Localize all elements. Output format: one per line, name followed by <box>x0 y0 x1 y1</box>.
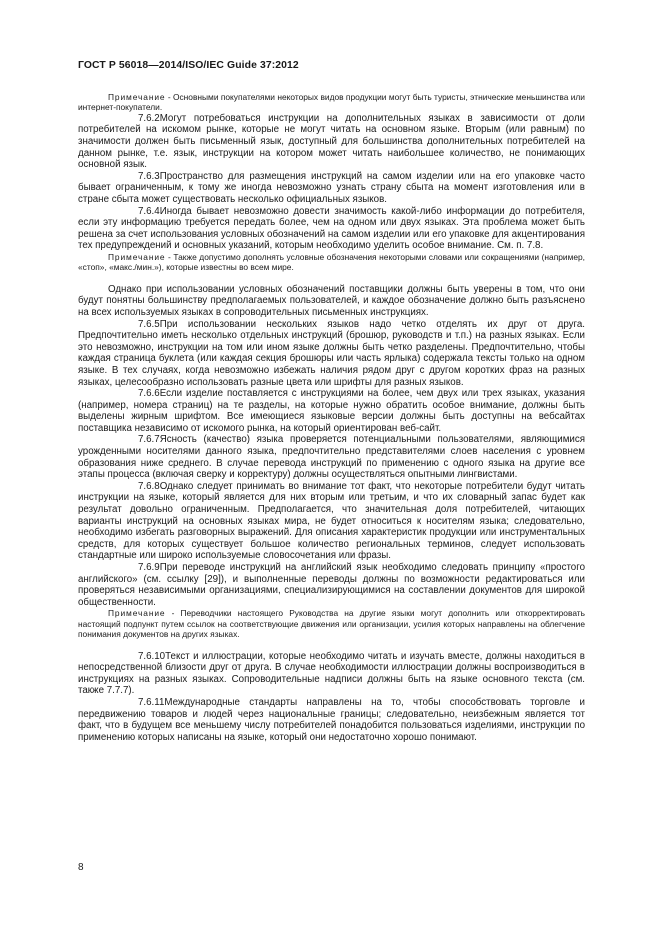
body-paragraph <box>78 434 585 480</box>
paragraph-text: Ясность (качество) языка проверяется потенциальными пользователями, являющимися урожденными носителями данного языка, предпочтительно представителями слоев населения с уровнем образования ниже среднего. В случае перевода инструкций по применению с одного языка на другие все этапы процесса (включая сверку и корректуру) должны осуществляться опытными лингвистами. <box>78 434 585 481</box>
paragraph-text: Однако при использовании условных обозначений поставщики должны быть уверены в том, что они будут понятны большинству предполагаемых пользователей, и каждое обозначение должно быть разъяснено на всех используемых языках в сопроводительных письменных инструкциях. <box>78 283 585 318</box>
body-paragraph <box>78 481 585 562</box>
body-paragraph <box>78 319 585 389</box>
note-paragraph <box>78 92 585 113</box>
clause-number: 7.6.4 <box>138 205 160 217</box>
body-paragraph <box>78 206 585 252</box>
note-label: Примечание <box>108 608 166 619</box>
document-header: ГОСТ Р 56018—2014/ISO/IEC Guide 37:2012 <box>78 60 299 71</box>
clause-number: 7.6.5 <box>138 318 160 330</box>
body-paragraph <box>78 651 585 697</box>
note-paragraph <box>78 252 585 273</box>
note-label: Примечание <box>108 92 166 102</box>
clause-number: 7.6.3 <box>138 170 160 182</box>
clause-number: 7.6.9 <box>138 562 160 573</box>
note-label: Примечание <box>108 251 166 262</box>
note-paragraph <box>78 608 585 639</box>
note-text: - Основными покупателями некоторых видов продукции могут быть туристы, этнические меньшинства или интернет-покупатели. <box>78 92 585 113</box>
body-paragraph <box>78 562 585 608</box>
paragraph-text: Однако следует принимать во внимание тот факт, что некоторые потребители будут читать инструкции на языке, который является для них вторым или третьим, и что их словарный запас будет как результат довольно ограниченным. Предполагается, что значительная доля потребителей, читающих варианты инструкций на основных языках мира, не будет относиться к носителям языка; следовательно, необходимо избегать разговорных выражений. Для описания характеристик продукции или инструментальных средств, для которых существует большое количество региональных терминов, следует использовать стандартные или широко используемые словосочетания или фразы. <box>78 480 585 562</box>
clause-number: 7.6.7 <box>138 434 160 446</box>
body-paragraph <box>78 697 585 743</box>
paragraph-gap <box>78 273 585 284</box>
clause-number: 7.6.8 <box>138 480 160 492</box>
note-text: - Также допустимо дополнять условные обозначения некоторыми словами или сокращениями (например, «стоп», «макс./мин.»), которые известны во всем мире. <box>78 251 585 273</box>
clause-number: 7.6.6 <box>138 388 160 400</box>
paragraph-text: При переводе инструкций на английский язык необходимо следовать принципу «простого английского» (см. ссылку [29]), и выполненные переводы должны по возможности редактироваться или проверяться независимыми организациями, специализирующимися на составлении документов для широкой общественности. <box>78 562 585 608</box>
paragraph-text: Международные стандарты направлены на то, чтобы способствовать торговле и передвижению товаров и людей через национальные границы; следовательно, неизбежным является тот факт, что в будущем все меньшему числу потребителей понадобится пользоваться изделиями, инструкции по применению которых написаны на языке, который они недостаточно хорошо понимают. <box>78 696 585 743</box>
clause-number: 7.6.11 <box>138 696 165 708</box>
note-text: - Переводчики настоящего Руководства на другие языки могут дополнить или откорректировать настоящий подпункт путем ссылок на соответствующие движения или организации, усилия которых направлены на облегчение понимания документов на других языках. <box>78 608 585 640</box>
page-number: 8 <box>78 862 84 873</box>
paragraph-text: Иногда бывает невозможно довести значимость какой-либо информации до потребителя, если эту информацию требуется передать более, чем на одном или двух языках. Эта проблема может быть решена за счет использования условных обозначений на самом изделии или его упаковке для акцентирования тех предупреждений и основных указаний, которым необходимо уделить особое внимание. См. п. 7.8. <box>78 205 585 252</box>
body-paragraph <box>78 113 585 171</box>
paragraph-text: Текст и иллюстрации, которые необходимо читать и изучать вместе, должны находиться в непосредственной близости друг от друга. В случае необходимости иллюстрации должны воспроизводиться в инструкциях на разных языках. Сопроводительные надписи должны быть на языке основного текста (см. также 7.7.7). <box>78 650 585 697</box>
paragraph-text: Если изделие поставляется с инструкциями на более, чем двух или трех языках, указания (например, номера страниц) на те разделы, на которые нужно обратить особое внимание, должны быть выделены жирным шрифтом. Все имеющиеся языковые версии должны быть доступны на вебсайтах поставщика независимо от искомого рынка, на который ориентирован веб-сайт. <box>78 388 585 434</box>
body-paragraph <box>78 388 585 434</box>
document-page <box>78 60 585 743</box>
paragraph-text: При использовании нескольких языков надо четко отделять их друг от друга. Предпочтительно иметь несколько отдельных инструкций (брошюр, руководств и т.п.) на разных языках. Если это невозможно, инструкции на том или ином языке должны быть четко разделены. Предпочтительно, чтобы каждая страница буклета (или каждая секция брошюры или часть ярлыка) содержала тексты только на одном языке. В тех случаях, когда невозможно избежать наличия рядом друг с другом коротких фраз на разных языках, целесообразно использовать разные цвета или шрифты для разных языков. <box>78 318 585 388</box>
paragraph-gap <box>78 640 585 651</box>
document-body <box>78 92 585 743</box>
clause-number: 7.6.10 <box>138 650 166 662</box>
paragraph-text: Пространство для размещения инструкций на самом изделии или на его упаковке часто бывает ограниченным, к тому же иногда невозможно узнать страну сбыта на момент изготовления или в стране сбыта может существовать несколько официальных языков. <box>78 170 585 205</box>
clause-number: 7.6.2 <box>138 112 160 124</box>
paragraph-text: Могут потребоваться инструкции на дополнительных языках в зависимости от доли потребителей на искомом рынке, которые не могут читать на основном языке. Вторым (или равным) по значимости должен быть письменный язык, доступный для большинства дополнительных потребителей на данном рынке, т.е. язык, инструкции на котором может читать наибольшее количество, не понимающих основной язык. <box>78 112 585 171</box>
body-paragraph <box>78 171 585 206</box>
body-paragraph <box>78 284 585 319</box>
